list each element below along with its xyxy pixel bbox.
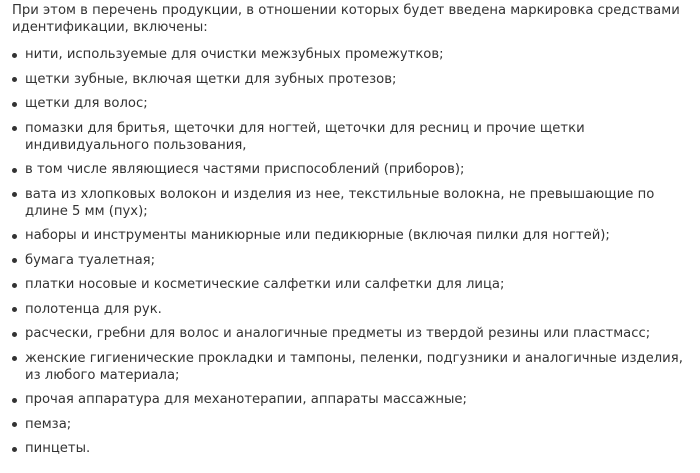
list-item-text: женские гигиенические прокладки и тампоны, пеленки, подгузники и аналогичные изделия, из любого материала; <box>25 350 683 383</box>
list-item-text: бумага туалетная; <box>25 252 156 268</box>
bullet-icon <box>12 168 17 173</box>
bullet-icon <box>12 447 17 452</box>
list-item <box>12 252 690 269</box>
bullet-icon <box>12 332 17 337</box>
list-item-text: вата из хлопковых волокон и изделия из нее, текстильные волокна, не превышающие по длине 5 мм (пух); <box>25 186 655 219</box>
product-list <box>12 46 690 457</box>
list-item-text: пемза; <box>25 416 72 432</box>
list-item-text: полотенца для рук. <box>25 301 162 317</box>
list-item <box>12 416 690 433</box>
list-item <box>12 391 690 408</box>
bullet-icon <box>12 77 17 82</box>
list-item-text: щетки для волос; <box>25 96 148 111</box>
list-item <box>12 276 690 293</box>
bullet-icon <box>12 258 17 263</box>
list-item <box>12 227 690 244</box>
list-item <box>12 350 690 384</box>
list-item <box>12 120 690 154</box>
list-item-text: платки носовые и косметические салфетки или салфетки для лица; <box>25 277 505 292</box>
list-item <box>12 186 690 220</box>
bullet-icon <box>12 234 17 239</box>
list-item <box>12 161 690 178</box>
list-item-text: наборы и инструменты маникюрные или педикюрные (включая пилки для ногтей); <box>25 228 610 243</box>
list-item-text: прочая аппаратура для механотерапии, аппараты массажные; <box>25 392 467 407</box>
list-item <box>12 301 690 318</box>
list-item-text: щетки зубные, включая щетки для зубных протезов; <box>25 71 397 87</box>
list-item <box>12 440 690 457</box>
list-item-text: в том числе являющиеся частями приспособлений (приборов); <box>25 162 465 177</box>
bullet-icon <box>12 53 17 58</box>
bullet-icon <box>12 126 17 131</box>
bullet-icon <box>12 398 17 403</box>
bullet-icon <box>12 422 17 427</box>
list-item-text: помазки для бритья, щеточки для ногтей, щеточки для ресниц и прочие щетки индивидуального пользования, <box>25 120 585 153</box>
list-item-text: нити, используемые для очистки межзубных промежутков; <box>25 47 444 62</box>
intro-paragraph: При этом в перечень продукции, в отношении которых будет введена маркировка средствами идентификации, включены: <box>12 3 680 35</box>
bullet-icon <box>12 192 17 197</box>
bullet-icon <box>12 356 17 361</box>
bullet-icon <box>12 307 17 312</box>
list-item <box>12 46 690 63</box>
list-item-text: расчески, гребни для волос и аналогичные предметы из твердой резины или пластмасс; <box>25 326 651 341</box>
list-item <box>12 325 690 342</box>
bullet-icon <box>12 102 17 107</box>
list-item <box>12 95 690 112</box>
bullet-icon <box>12 283 17 288</box>
list-item <box>12 71 690 88</box>
list-item-text: пинцеты. <box>25 441 91 456</box>
